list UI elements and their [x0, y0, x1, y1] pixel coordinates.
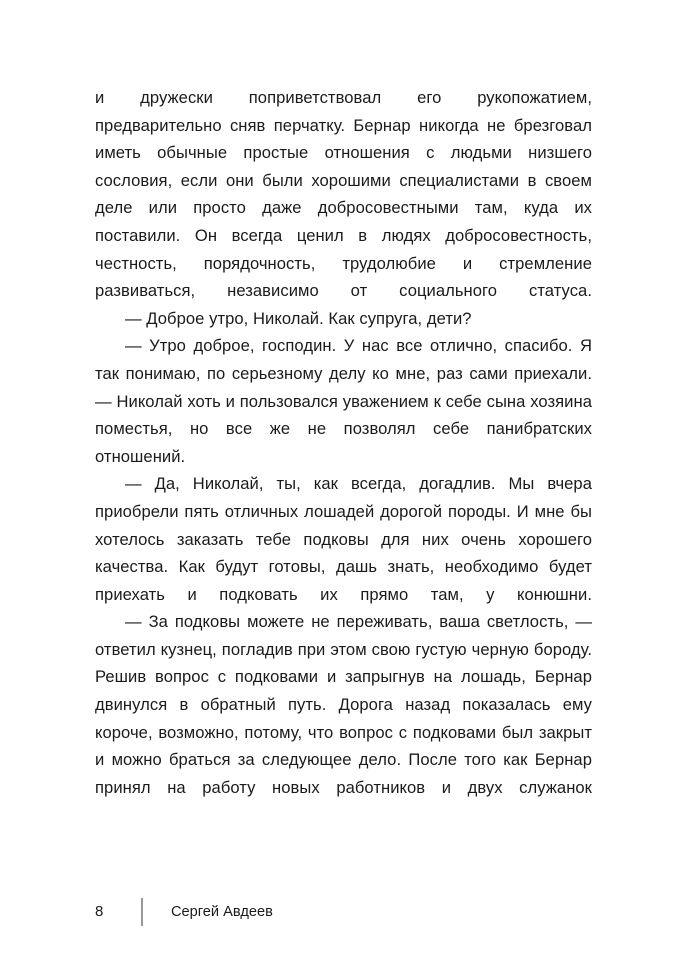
- body-paragraph: — Утро доброе, господин. У нас все отлично, спасибо. Я так понимаю, по серьезному делу ко мне, раз сами приехали. — Николай хоть и пользовался уважением к себе сына хозяина поместья, но все же не позволял себе панибратских отношений.: [95, 336, 592, 466]
- footer-divider: [141, 898, 143, 926]
- body-text-column: [95, 84, 592, 801]
- body-paragraph: — Доброе утро, Николай. Как супруга, дети?: [125, 308, 472, 328]
- page-footer: [95, 897, 592, 927]
- body-paragraph: — За подковы можете не переживать, ваша светлость, — ответил кузнец, погладив при этом свою густую черную бороду. Решив вопрос с подковами и запрыгнув на лошадь, Бернар двинулся в обратный путь. Дорога назад показалась ему короче, возможно, потому, что вопрос с подковами был закрыт и можно браться за следующее дело. После того как Бернар принял на работу новых работников и двух служанок: [95, 612, 592, 797]
- body-paragraph: — Да, Николай, ты, как всегда, догадлив. Мы вчера приобрели пять отличных лошадей дорогой породы. И мне бы хотелось заказать тебе подковы для них очень хорошего качества. Как будут готовы, дашь знать, необходимо будет приехать и подковать их прямо там, у конюшни.: [95, 474, 592, 604]
- page-number: 8: [95, 903, 104, 920]
- body-paragraph: и дружески поприветствовал его рукопожатием, предварительно сняв перчатку. Бернар никогда не брезговал иметь обычные простые отношения с людьми низшего сословия, если они были хорошими специалистами в своем деле или просто даже добросовестными там, куда их поставили. Он всегда ценил в людях добросовестность, честность, порядочность, трудолюбие и стремление развиваться, независимо от социального статуса.: [95, 88, 592, 301]
- footer-author-name: Сергей Авдеев: [171, 904, 273, 920]
